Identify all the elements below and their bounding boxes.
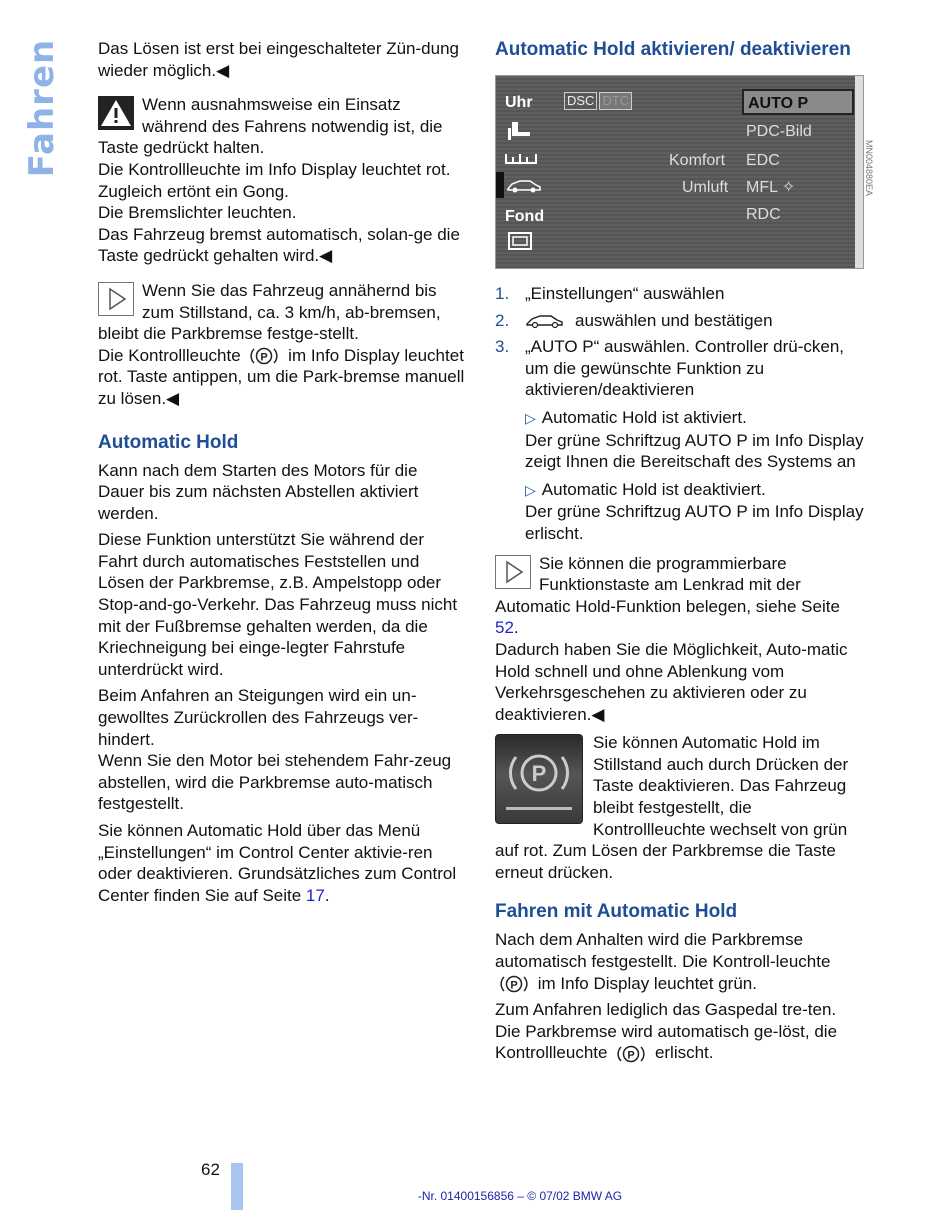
paragraph: Wenn Sie den Motor bei stehendem Fahr-zeug abstellen, wird die Parkbremse auto-matisch festgestellt. [98,751,452,814]
hint-text: Wenn Sie das Fahrzeug annähernd bis zum Stillstand, ca. 3 km/h, ab-bremsen, bleibt die Parkbremse festge-stellt. [98,280,441,344]
paragraph [495,929,865,994]
sub-text: Der grüne Schriftzug AUTO P im Info Display zeigt Ihnen die Bereitschaft des Systems an [525,430,864,472]
vehicle-settings-icon [525,313,565,329]
svg-text:P: P [531,761,547,787]
steps-list [495,283,865,401]
step-number: 3. [495,337,510,357]
screen-side-label-fond: Fond [505,208,545,225]
button-note-text: Sie können Automatic Hold im Stillstand auch durch Drücken der Taste deaktivieren. Das Fahrzeug bleibt festgestellt, die Kontrollleuchte wechselt von grün auf rot. Zum Lösen der Parkbremse die Taste erneut drücken. [495,733,849,882]
text-part: Sie können Automatic Hold über das Menü „Einstellungen“ im Control Center aktivie-ren oder deaktivieren. Grundsätzliches zum Control Center finden Sie auf Seite [98,821,457,905]
screen-sidebar [496,76,546,268]
screen-item: RDC [746,206,781,223]
screen-item: MFL ✧ [746,179,796,196]
screen-item: Umluft [682,179,729,196]
text-part: Die Kontrollleuchte [98,345,241,365]
chapter-side-tab [22,40,62,175]
text-part: im Info Display leuchtet grün. [537,973,757,993]
button-note [495,732,865,883]
step-number: 2. [495,310,510,330]
warning-icon [98,96,134,130]
chapter-title: Fahren [22,38,63,177]
paragraph: Die Kontrollleuchte im Info Display leuchtet rot. Zugleich ertönt ein Gong. [98,159,451,201]
paragraph: Beim Anfahren an Steigungen wird ein un-gewolltes Zurückrollen des Fahrzeugs ver-hindert. [98,686,419,749]
screen-tabs [564,92,638,110]
paragraph: Das Fahrzeug bremst automatisch, solan-ge die Taste gedrückt gehalten wird.◀ [98,224,460,266]
section-heading-automatic-hold: Automatic Hold [98,431,239,453]
sub-title: Automatic Hold ist deaktiviert. [541,479,766,499]
play-arrow-icon: ▷ [525,409,536,426]
text-part: im Info Display leuchtet rot. Taste antippen, um die Park-bremse manuell zu lösen.◀ [98,345,465,408]
paragraph [98,345,468,410]
step-text: „Einstellungen“ auswählen [525,284,725,303]
parking-brake-lamp-icon [612,1044,650,1064]
text-part: . [513,618,519,638]
screen-selected-item: AUTO P [742,89,854,115]
screen-tab-dsc: DSC [564,92,597,110]
play-arrow-icon: ▷ [525,481,536,498]
sub-title: Automatic Hold ist aktiviert. [541,407,747,427]
text-part: . [324,885,330,905]
text-part: Nach dem Anhalten wird die Parkbremse automatisch festgestellt. Die Kontroll-leuchte [495,930,831,972]
screen-item: PDC-Bild [746,123,812,140]
hint-note [98,280,468,345]
parking-brake-lamp-icon [495,974,533,994]
list-item [495,310,865,332]
paragraph: Das Lösen ist erst bei eingeschalteter Zün-dung wieder möglich.◀ [98,39,459,80]
seat-icon [506,120,534,142]
paragraph: Kann nach dem Starten des Motors für die Dauer bis zum nächsten Abstellen aktiviert werden. [98,460,419,523]
hint-arrow-icon [98,282,134,316]
sub-text: Der grüne Schriftzug AUTO P im Info Display erlischt. [525,502,864,543]
parking-brake-button-image [495,734,583,824]
hint-arrow-icon [495,555,531,589]
copyright-footer [0,1189,950,1203]
ruler-icon [504,150,538,166]
section-heading-driving: Fahren mit Automatic Hold [495,901,738,923]
parking-brake-icon [496,735,582,823]
sub-item-activated [495,407,865,473]
hint-text: Sie können die programmierbare Funktionstaste am Lenkrad mit der Automatic Hold-Funktion belegen, siehe Seite [495,553,840,616]
paragraph: Die Bremslichter leuchten. [98,203,297,223]
screen-tab-dtc: DTC [599,92,632,110]
step-number: 1. [495,284,510,303]
sub-item-deactivated [495,479,865,545]
list-item [495,283,865,305]
paragraph: Diese Funktion unterstützt Sie während der Fahrt durch automatisches Feststellen und Lösen der Parkbremse, z.B. Ampelstopp oder Stop-and-go-Verkehr. Das Fahrzeug muss nicht mit der Fußbremse gehalten werden, da die Kriechneigung bei einge-legter Fahrstufe unterdrückt wird. [98,530,458,679]
svg-text:P: P [510,979,518,992]
screen-selection-marker [496,172,504,198]
screen-item: Komfort [669,152,726,169]
info-display-screenshot [495,75,874,269]
page-number: 62 [201,1160,220,1179]
svg-text:P: P [627,1049,635,1062]
step-text: „AUTO P“ auswählen. Controller drü-cken, um die gewünschte Funktion zu aktivieren/deaktivieren [525,337,845,400]
text-part: Zum Anfahren lediglich das Gaspedal tre-ten. Die Parkbremse wird automatisch ge-löst, die Kontrollleuchte [495,1000,838,1063]
warning-note [98,94,468,159]
car-icon [506,178,542,194]
list-item [495,336,865,401]
image-code: MN004880EA [864,139,874,196]
paragraph [495,999,865,1064]
copyright-text: -Nr. 01400156856 – © 07/02 BMW AG [417,1189,623,1203]
page-link-52[interactable]: 52 [495,618,514,638]
right-column [495,38,874,1069]
text-part: erlischt. [654,1043,714,1063]
hint-note [495,553,865,639]
page-link-17[interactable]: 17 [305,885,325,905]
section-heading-activate: Automatic Hold aktivieren/ deaktivieren [495,39,851,60]
screen-item: EDC [746,152,780,169]
warning-text: Wenn ausnahmsweise ein Einsatz während des Fahrens notwendig ist, die Taste gedrückt halten. [98,95,443,158]
svg-text:P: P [260,351,269,364]
paragraph: Dadurch haben Sie die Möglichkeit, Auto-matic Hold schnell und ohne Ablenkung vom Verkehrsgeschehen zu aktivieren oder zu deaktivieren.◀ [495,639,848,724]
screen-icon [508,232,532,250]
paragraph [98,820,468,906]
screen-side-label-uhr: Uhr [505,94,533,111]
step-text: auswählen und bestätigen [575,310,773,330]
left-column [98,38,468,911]
parking-brake-lamp-icon [245,346,283,366]
